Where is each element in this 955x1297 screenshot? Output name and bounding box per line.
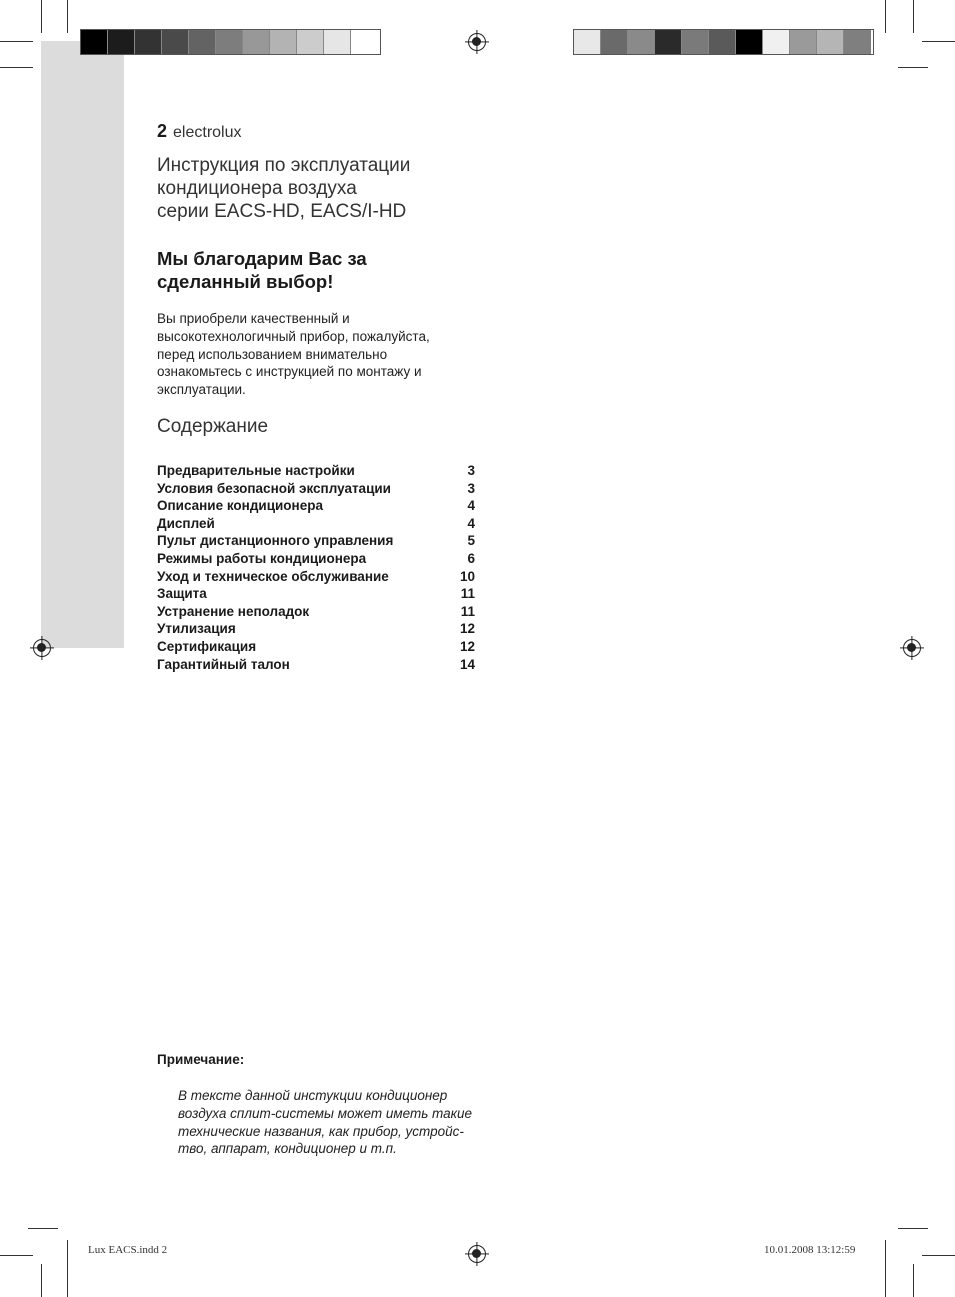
document-title	[157, 154, 487, 223]
intro-paragraph	[157, 310, 477, 399]
toc-entry-label: Защита	[157, 586, 207, 602]
crop-mark	[913, 0, 914, 33]
page-number: 2	[157, 121, 168, 141]
crop-mark	[0, 1255, 33, 1256]
intro-line: перед использованием внимательно	[157, 346, 388, 362]
toc-entry-page: 3	[467, 463, 475, 478]
title-line: кондиционера воздуха	[157, 178, 357, 199]
title-line: серии EACS-HD, EACS/I-HD	[157, 201, 407, 222]
toc-entry-page: 3	[467, 480, 475, 496]
note-line: тво, аппарат, кондиционер и т.п.	[178, 1141, 397, 1157]
toc-entry	[157, 462, 475, 480]
crop-mark	[67, 0, 68, 33]
thanks-line: сделанный выбор!	[157, 271, 334, 292]
intro-line: ознакомьтесь с инструкцией по монтажу и	[157, 364, 422, 380]
color-swatch	[81, 30, 108, 54]
toc-entry	[157, 532, 475, 550]
toc-entry-page: 6	[467, 550, 475, 566]
color-swatch	[844, 30, 871, 54]
toc-entry-page: 4	[467, 498, 475, 514]
color-swatch	[763, 30, 790, 54]
crop-mark	[898, 1228, 928, 1229]
toc-entry-label: Условия безопасной эксплуатации	[157, 480, 391, 496]
note-line: В тексте данной инстукции кондиционер	[178, 1088, 448, 1103]
toc-entry-label: Утилизация	[157, 621, 236, 637]
color-swatch	[790, 30, 817, 54]
toc-entry	[157, 515, 475, 533]
crop-mark	[0, 67, 33, 68]
toc-entry-page: 11	[460, 603, 475, 619]
toc-entry-label: Режимы работы кондиционера	[157, 550, 367, 566]
toc-entry-label: Пульт дистанционного управления	[157, 533, 394, 549]
color-swatch	[736, 30, 763, 54]
registration-mark-icon	[33, 639, 51, 657]
note-text	[178, 1087, 488, 1158]
registration-mark-icon	[903, 639, 921, 657]
color-swatch	[216, 30, 243, 54]
contents-heading: Содержание	[157, 416, 269, 437]
toc-entry	[157, 603, 475, 621]
toc-entry-label: Уход и техническое обслуживание	[157, 568, 389, 584]
thanks-line: Мы благодарим Вас за	[157, 248, 367, 269]
crop-mark	[913, 1264, 914, 1297]
intro-line: высокотехнологичный прибор, пожалуйста,	[157, 328, 430, 344]
color-bar-right	[573, 29, 874, 55]
toc-entry	[157, 497, 475, 515]
color-swatch	[135, 30, 162, 54]
toc-entry-label: Гарантийный талон	[157, 656, 290, 672]
registration-mark-icon	[468, 1245, 486, 1263]
color-swatch	[243, 30, 270, 54]
crop-mark	[0, 41, 33, 42]
color-swatch	[817, 30, 844, 54]
color-swatch	[628, 30, 655, 54]
crop-mark	[885, 1240, 886, 1297]
registration-mark-icon	[468, 33, 486, 51]
crop-mark	[41, 1264, 42, 1297]
color-swatch	[270, 30, 297, 54]
color-swatch	[351, 30, 378, 54]
toc-entry	[157, 638, 475, 656]
toc-entry	[157, 620, 475, 638]
toc-entry-label: Дисплей	[157, 515, 215, 531]
toc-entry	[157, 568, 475, 586]
color-swatch	[682, 30, 709, 54]
toc-entry-page: 12	[459, 638, 475, 654]
intro-line: эксплуатации.	[157, 382, 246, 398]
brand-name: electrolux	[173, 124, 242, 141]
toc-entry-page: 14	[459, 656, 475, 672]
color-swatch	[162, 30, 189, 54]
toc-entry-page: 11	[460, 586, 475, 602]
crop-mark	[67, 1240, 68, 1297]
intro-line: Вы приобрели качественный и	[157, 311, 350, 326]
toc-entry-label: Предварительные настройки	[157, 463, 355, 478]
note-label: Примечание:	[157, 1052, 245, 1067]
toc-entry-label: Описание кондиционера	[157, 498, 323, 514]
toc-entry-page: 10	[459, 568, 475, 584]
crop-mark	[922, 41, 955, 42]
color-swatch	[601, 30, 628, 54]
crop-mark	[898, 67, 928, 68]
side-band	[41, 41, 124, 648]
toc-entry	[157, 656, 475, 674]
color-swatch	[108, 30, 135, 54]
slug-file: Lux EACS.indd 2	[88, 1244, 168, 1256]
crop-mark	[41, 0, 42, 33]
note-line: воздуха сплит-системы может иметь такие	[178, 1105, 473, 1121]
toc-entry-label: Сертификация	[157, 638, 257, 654]
toc-entry	[157, 585, 475, 603]
crop-mark	[885, 0, 886, 33]
color-swatch	[297, 30, 324, 54]
crop-mark	[922, 1255, 955, 1256]
crop-mark	[28, 1228, 58, 1229]
color-swatch	[655, 30, 682, 54]
color-swatch	[574, 30, 601, 54]
toc-entry-page: 5	[467, 533, 475, 549]
toc-entry-page: 4	[467, 515, 475, 531]
toc-entry-page: 12	[459, 621, 475, 637]
toc-entry	[157, 480, 475, 498]
title-line: Инструкция по эксплуатации	[157, 155, 411, 176]
note-line: технические названия, как прибор, устройс-	[178, 1123, 464, 1139]
page-header	[157, 121, 242, 142]
color-swatch	[324, 30, 351, 54]
slug-date: 10.01.2008 13:12:59	[764, 1244, 856, 1256]
thanks-heading	[157, 247, 477, 293]
color-swatch	[709, 30, 736, 54]
table-of-contents	[157, 462, 475, 673]
color-bar-left	[80, 29, 381, 55]
toc-entry	[157, 550, 475, 568]
color-swatch	[189, 30, 216, 54]
toc-entry-label: Устранение неполадок	[157, 603, 310, 619]
